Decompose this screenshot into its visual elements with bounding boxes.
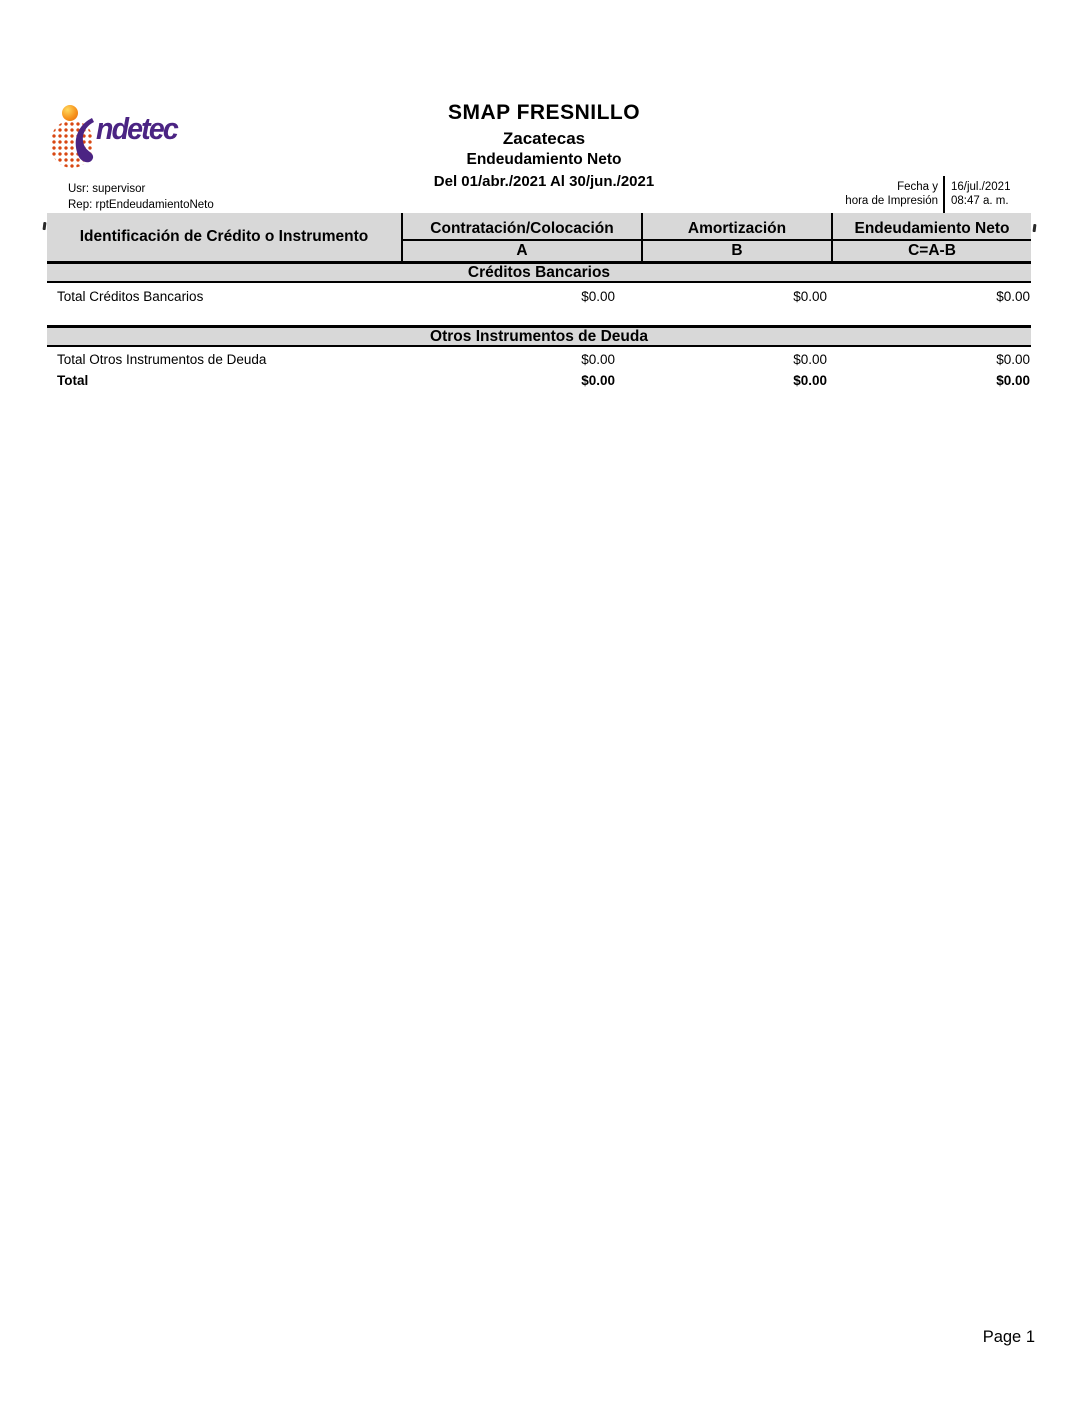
column-header-endeudamiento	[833, 213, 1031, 261]
total-value-b: $0.00	[793, 373, 827, 388]
print-datetime-label	[845, 180, 938, 208]
report-period: Del 01/abr./2021 Al 30/jun./2021	[433, 173, 655, 190]
print-artifact-left	[43, 222, 46, 230]
print-datetime-value	[951, 180, 1010, 208]
print-label-line2: hora de Impresión	[845, 195, 938, 207]
print-label-divider	[943, 176, 945, 214]
print-time: 08:47 a. m.	[951, 195, 1009, 207]
column-header-endeudamiento-label: Endeudamiento Neto	[833, 213, 1031, 241]
row-label: Total Créditos Bancarios	[57, 289, 204, 304]
table-header-row	[47, 213, 1031, 264]
row-value-b: $0.00	[793, 352, 827, 367]
entity-title: SMAP FRESNILLO	[447, 101, 641, 124]
column-header-identification: Identificación de Crédito o Instrumento	[47, 213, 403, 261]
column-header-amortizacion-label: Amortización	[643, 213, 831, 241]
row-value-a: $0.00	[581, 352, 615, 367]
column-header-endeudamiento-sub: C=A-B	[908, 242, 956, 259]
column-header-contratacion-label: Contratación/Colocación	[403, 213, 641, 241]
section-header-otros-instrumentos: Otros Instrumentos de Deuda	[47, 325, 1031, 347]
table-total-row	[47, 371, 1031, 391]
row-value-c: $0.00	[996, 289, 1030, 304]
print-label-line1: Fecha y	[897, 181, 938, 193]
page-number: Page 1	[982, 1328, 1035, 1346]
row-value-b: $0.00	[793, 289, 827, 304]
column-header-contratacion-sub: A	[516, 242, 528, 259]
total-row-label: Total	[57, 373, 89, 388]
user-label: Usr: supervisor	[68, 183, 146, 195]
column-header-amortizacion	[643, 213, 833, 261]
column-header-contratacion	[403, 213, 643, 261]
row-value-a: $0.00	[581, 289, 615, 304]
table-row	[47, 287, 1031, 307]
report-id-label: Rep: rptEndeudamientoNeto	[68, 199, 214, 211]
section-header-creditos-bancarios: Créditos Bancarios	[47, 264, 1031, 283]
entity-state: Zacatecas	[502, 129, 586, 148]
print-date: 16/jul./2021	[951, 181, 1011, 193]
total-value-c: $0.00	[996, 373, 1030, 388]
row-label: Total Otros Instrumentos de Deuda	[57, 352, 267, 367]
total-value-a: $0.00	[581, 373, 615, 388]
print-artifact-right	[1033, 224, 1036, 232]
endeudamiento-table	[47, 213, 1031, 403]
row-value-c: $0.00	[996, 352, 1030, 367]
table-row	[47, 350, 1031, 370]
column-header-amortizacion-sub: B	[731, 242, 743, 259]
report-title: Endeudamiento Neto	[466, 151, 622, 168]
logo-text: ndetec	[96, 111, 177, 146]
